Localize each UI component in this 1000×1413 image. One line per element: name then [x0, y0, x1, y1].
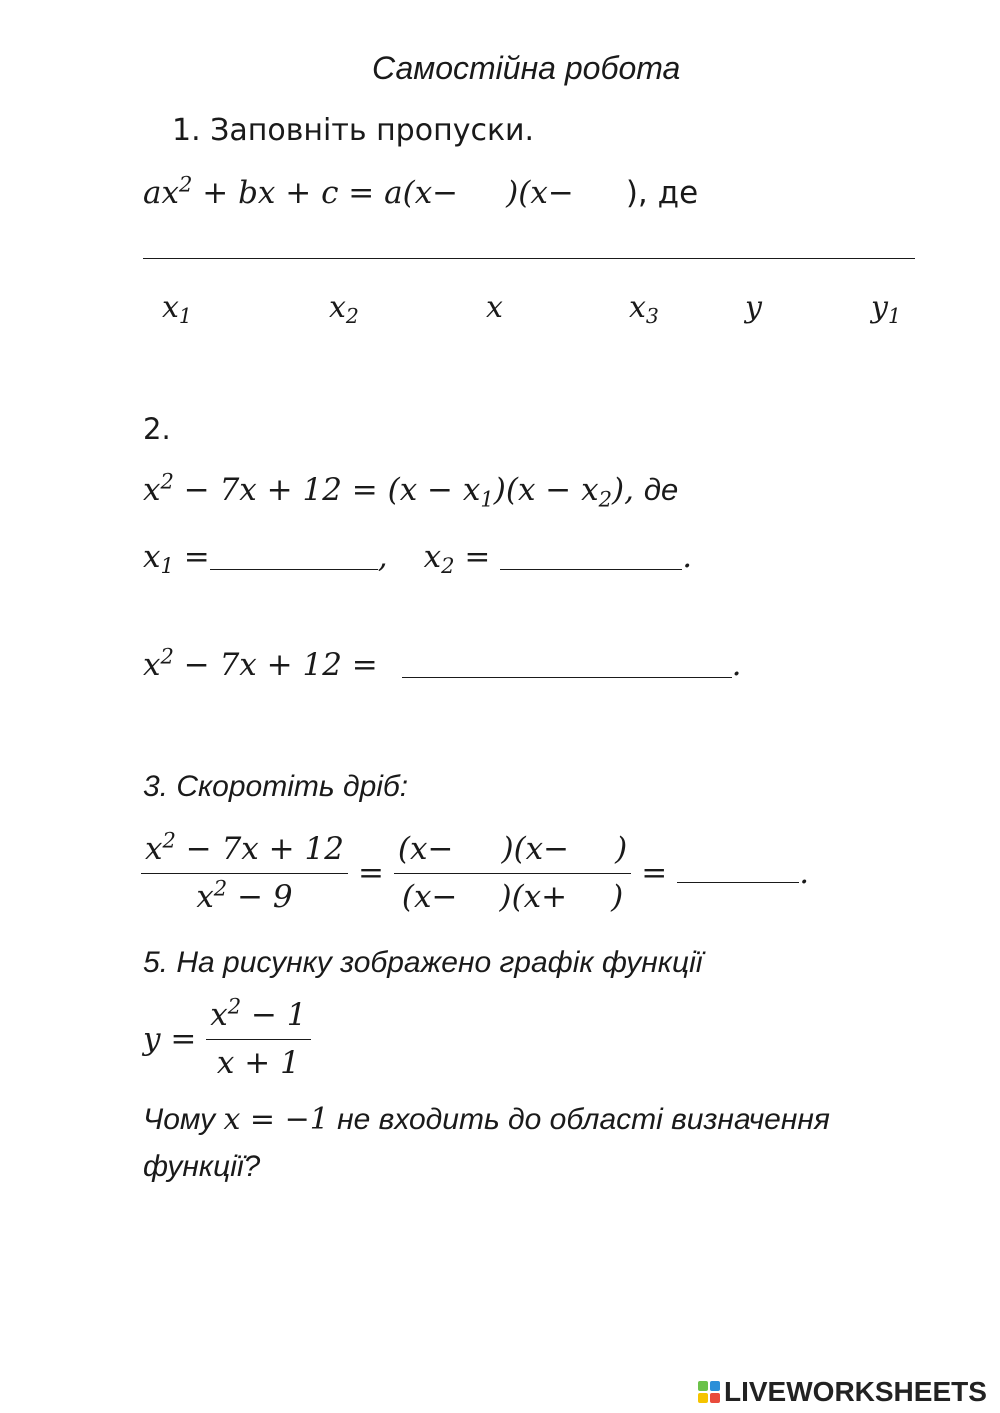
task2-number: 2.: [143, 412, 171, 446]
task2-eq-exp: 2: [160, 468, 174, 494]
task2-eq-word: де: [643, 472, 679, 507]
root1-x: x: [143, 538, 161, 575]
task3-heading: 3. Скоротіть дріб:: [143, 770, 409, 803]
task2-eq-sub2: 2: [598, 486, 613, 512]
task1-heading: 1. Заповніть пропуски.: [172, 113, 535, 148]
question-math: x = −1: [223, 1102, 329, 1137]
root2-dot: .: [682, 538, 693, 575]
task3-equals-1: =: [357, 855, 384, 892]
t5-den: x + 1: [216, 1044, 300, 1081]
task1-formula: [143, 171, 699, 211]
task3-fraction-expression: [141, 827, 810, 917]
root2-sub: 2: [441, 553, 455, 579]
task3-answer-input[interactable]: [677, 864, 799, 883]
fraction-bar-1: [141, 873, 348, 874]
task2-eq-mid: − 7x + 12 = (x − x: [173, 472, 481, 508]
f1-num-x: x: [145, 831, 163, 867]
root1-comma: ,: [377, 538, 388, 575]
task2-eq-x: x: [143, 472, 161, 508]
task3-fraction-1: [141, 827, 348, 917]
root2-x: x: [423, 538, 442, 575]
question-part-b: не входить до області визначення: [328, 1103, 830, 1136]
f2-num-b: )(x−: [501, 831, 570, 867]
task2-factorization: [143, 643, 742, 683]
task3-dot: .: [799, 855, 810, 892]
task1-formula-exp: 2: [178, 171, 193, 197]
task2-roots: [143, 538, 693, 579]
fact-rest: − 7x + 12 =: [173, 646, 388, 683]
fraction-bar-3: [206, 1039, 310, 1040]
task1-formula-end: ), де: [625, 175, 699, 211]
root2-eq: =: [454, 538, 501, 575]
option-1-sub: 1: [178, 304, 192, 329]
option-3-base: x: [486, 290, 503, 325]
f1-den-rest: − 9: [227, 878, 293, 915]
task5-heading: 5. На рисунку зображено графік функції: [143, 946, 703, 979]
task2-eq-mid2: )(x − x: [493, 472, 599, 508]
option-4-base: x: [629, 290, 646, 325]
page-title: Самостійна робота: [372, 50, 681, 86]
task3-fraction-2: [394, 830, 631, 917]
f2-num-c: ): [615, 831, 628, 867]
task1-formula-a: ax: [143, 175, 179, 211]
task1-option-1[interactable]: [162, 290, 192, 329]
option-2-sub: 2: [345, 304, 359, 329]
task5-question-line2: функції?: [143, 1150, 261, 1183]
task5-function: [143, 993, 311, 1083]
option-6-base: y: [871, 290, 888, 325]
f1-num-rest: − 7x + 12: [175, 831, 344, 867]
liveworksheets-logo-icon: [698, 1381, 720, 1403]
t5-num-rest: − 1: [241, 997, 307, 1033]
task1-formula-mid: )(x−: [506, 175, 574, 211]
task3-equals-2: =: [641, 855, 668, 892]
root1-sub: 1: [160, 553, 174, 579]
factorization-input[interactable]: [402, 646, 732, 678]
option-1-base: x: [162, 290, 179, 325]
root1-eq: =: [173, 538, 210, 575]
fact-dot: .: [731, 646, 742, 683]
task1-option-4[interactable]: [629, 290, 659, 329]
f1-num-exp: 2: [162, 827, 176, 853]
task1-answer-line[interactable]: [143, 258, 915, 259]
f1-den-x: x: [196, 878, 214, 915]
f2-den-b: )(x+: [499, 878, 568, 915]
t5-num-exp: 2: [227, 993, 242, 1019]
option-2-base: x: [329, 290, 346, 325]
fact-exp: 2: [160, 643, 174, 669]
fact-x: x: [143, 646, 161, 683]
root2-input[interactable]: [500, 538, 682, 570]
task5-question: [143, 1102, 830, 1137]
task5-y: y =: [143, 1021, 207, 1058]
task2-eq-sub1: 1: [480, 486, 494, 512]
f2-num-a: (x−: [397, 831, 454, 867]
t5-num-x: x: [210, 997, 228, 1033]
f2-den-a: (x−: [401, 878, 458, 915]
task1-option-3[interactable]: [486, 290, 503, 325]
task1-formula-lhs: + bx + c = a(x−: [192, 175, 459, 211]
task1-option-2[interactable]: [329, 290, 359, 329]
root1-input[interactable]: [210, 538, 378, 570]
task2-equation: [143, 468, 679, 512]
logo-text: LIVEWORKSHEETS: [724, 1376, 987, 1407]
task2-eq-end: ),: [612, 472, 644, 508]
question-part-a: Чому: [143, 1103, 224, 1136]
option-4-sub: 3: [645, 304, 659, 329]
option-5-base: y: [745, 290, 762, 325]
f2-den-c: ): [611, 878, 624, 915]
f1-den-exp: 2: [213, 875, 228, 901]
liveworksheets-logo[interactable]: [698, 1376, 987, 1408]
option-6-sub: 1: [887, 304, 901, 329]
task1-option-5[interactable]: [745, 290, 762, 325]
task5-fraction: [206, 993, 310, 1083]
fraction-bar-2: [394, 873, 631, 874]
task1-option-6[interactable]: [871, 290, 901, 329]
